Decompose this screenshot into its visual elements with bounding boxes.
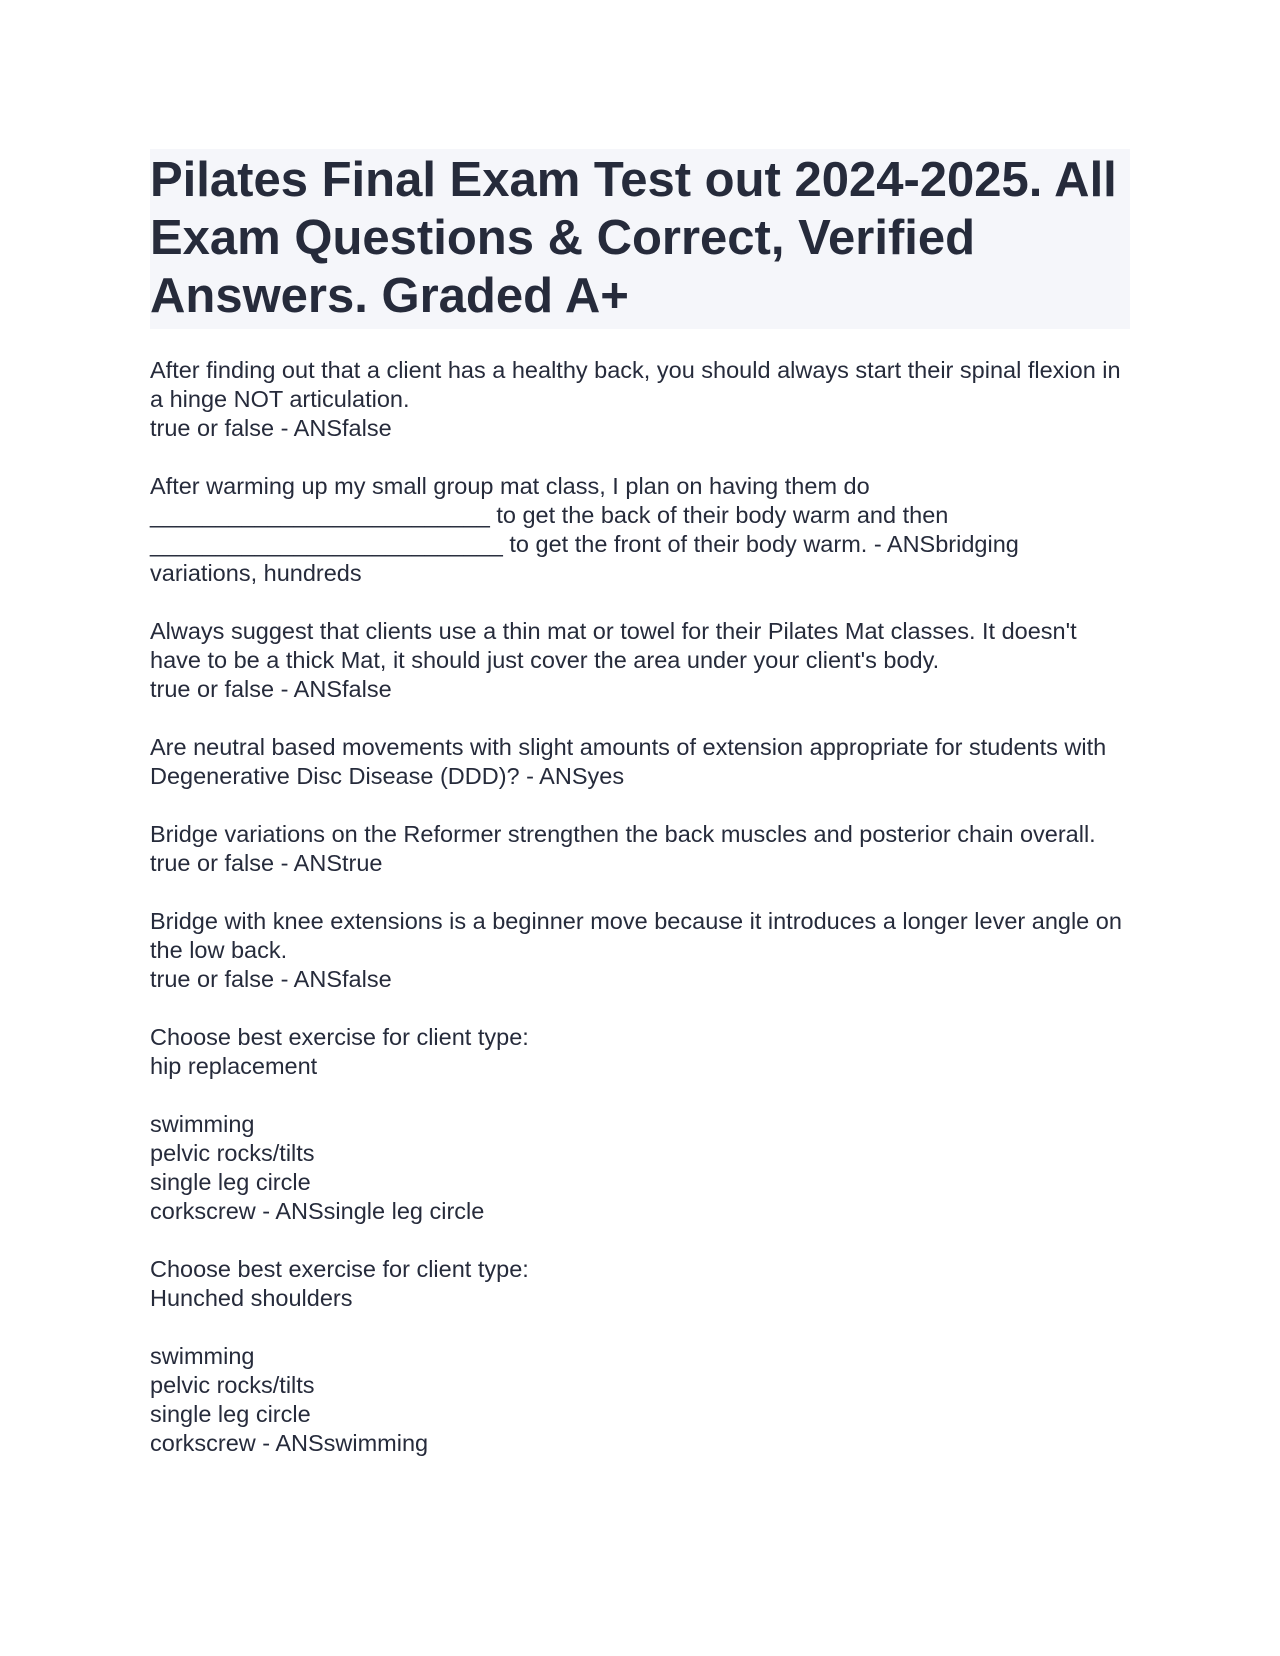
question-list [150,356,1130,1458]
question-answer: Bridge with knee extensions is a beginner move because it introduces a longer lever angle on the low back. true or false - ANSfalse [150,908,1122,992]
question-answer: Bridge variations on the Reformer strengthen the back muscles and posterior chain overall. true or false - ANStrue [150,821,1096,876]
title-block [150,149,1130,329]
question-answer: Choose best exercise for client type: Hunched shoulders swimming pelvic rocks/tilts single leg circle corkscrew - ANSswimming [150,1256,529,1456]
question-answer: Are neutral based movements with slight amounts of extension appropriate for students with Degenerative Disc Disease (DDD)? - ANSyes [150,734,1113,789]
question-answer: After finding out that a client has a healthy back, you should always start their spinal flexion in a hinge NOT articulation. true or false - ANSfalse [150,357,1121,441]
question-answer: After warming up my small group mat class, I plan on having them do __________________________ to get the back of their body warm and then ___________________________ to get the front of their body warm. - ANSbridging variations, hundreds [150,473,1019,586]
question-answer: Always suggest that clients use a thin mat or towel for their Pilates Mat classes. It doesn't have to be a thick Mat, it should just cover the area under your client's body. true or false - ANSfalse [150,618,1077,702]
document-page [150,149,1130,1458]
question-answer: Choose best exercise for client type: hip replacement swimming pelvic rocks/tilts single leg circle corkscrew - ANSsingle leg circle [150,1024,529,1224]
document-title: Pilates Final Exam Test out 2024-2025. All Exam Questions & Correct, Verified Answers. Graded A+ [150,153,1117,323]
